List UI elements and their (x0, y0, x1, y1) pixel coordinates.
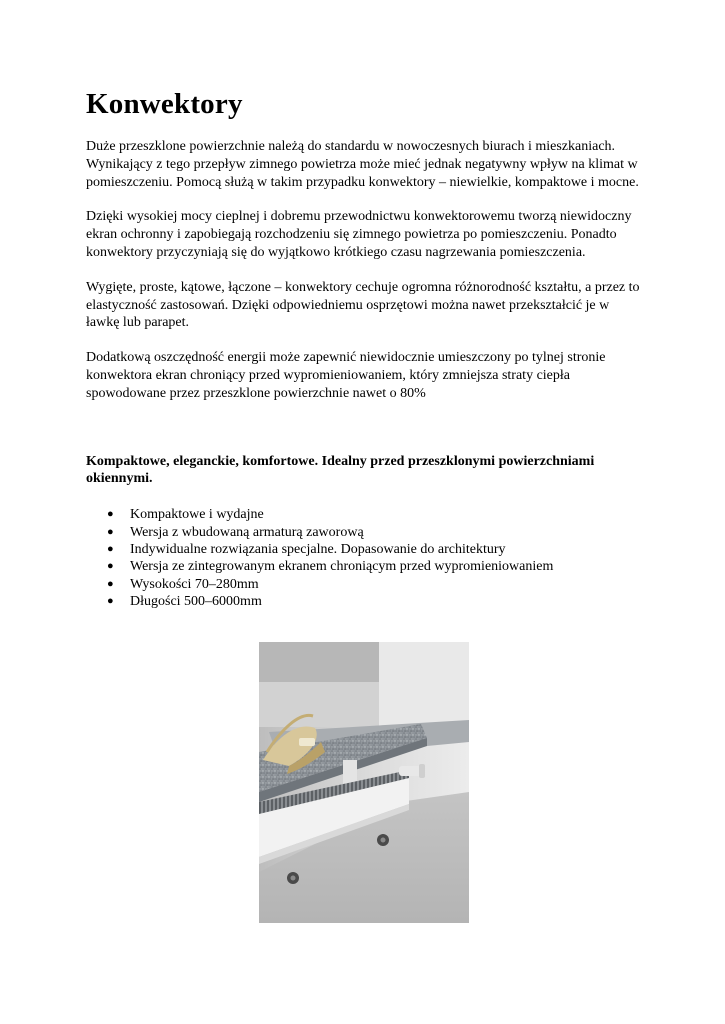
paragraph-heat-output: Dzięki wysokiej mocy cieplnej i dobremu przewodnictwu konwektorowemu tworzą niewidoczny ekran ochronny i zapobiegają rozchodzeniu się zimnego powietrza po pomieszczeniu. Ponadto konwektory przyczyniają się do wyjątkowo krótkiego czasu nagrzewania pomieszczenia. (86, 209, 632, 260)
list-item (107, 576, 646, 593)
bullet-icon: ● (107, 525, 114, 538)
paragraph-intro: Duże przeszklone powierzchnie należą do standardu w nowoczesnych biurach i mieszkaniach. Wynikający z tego przepływ zimnego powietrza może mieć jednak negatywny wpływ na klimat w pomieszczeniu. Pomocą służą w takim przypadku konwektory – niewielkie, kompaktowe i mocne. (86, 139, 639, 190)
list-item (107, 506, 646, 523)
list-item-text: Kompaktowe i wydajne (130, 507, 264, 523)
bullet-icon: ● (107, 560, 114, 573)
bullet-icon: ● (107, 508, 114, 521)
list-item (107, 541, 646, 558)
list-item-text: Indywidualne rozwiązania specjalne. Dopasowanie do architektury (130, 541, 506, 557)
bullet-icon: ● (107, 577, 114, 590)
paragraph-shapes: Wygięte, proste, kątowe, łączone – konwektory cechuje ogromna różnorodność kształtu, a przez to elastyczność zastosowań. Dzięki odpowiedniemu osprzętowi można nawet przekształcić je w ławkę lub parapet. (86, 279, 640, 331)
bullet-icon: ● (107, 542, 114, 555)
document-page (86, 84, 646, 611)
page-title: Konwektory (86, 88, 243, 120)
features-list (86, 506, 646, 610)
list-item-text: Wysokości 70–280mm (130, 576, 259, 592)
convector-photo (259, 642, 469, 923)
list-item (107, 558, 646, 575)
list-item (107, 524, 646, 541)
list-item (107, 593, 646, 610)
features-subheading: Kompaktowe, eleganckie, komfortowe. Idealny przed przeszklonymi powierzchniami okiennymi. (86, 453, 595, 487)
list-item-text: Wersja ze zintegrowanym ekranem chroniącym przed wypromieniowaniem (130, 559, 554, 575)
list-item-text: Wersja z wbudowaną armaturą zaworową (130, 524, 364, 540)
bullet-icon: ● (107, 595, 114, 608)
list-item-text: Długości 500–6000mm (130, 594, 262, 610)
paragraph-energy-saving: Dodatkową oszczędność energii może zapewnić niewidocznie umieszczony po tylnej stronie konwektora ekran chroniący przed wypromieniowaniem, który zmniejsza straty ciepła spowodowane przez przeszklone powierzchnie nawet o 80% (86, 350, 606, 401)
